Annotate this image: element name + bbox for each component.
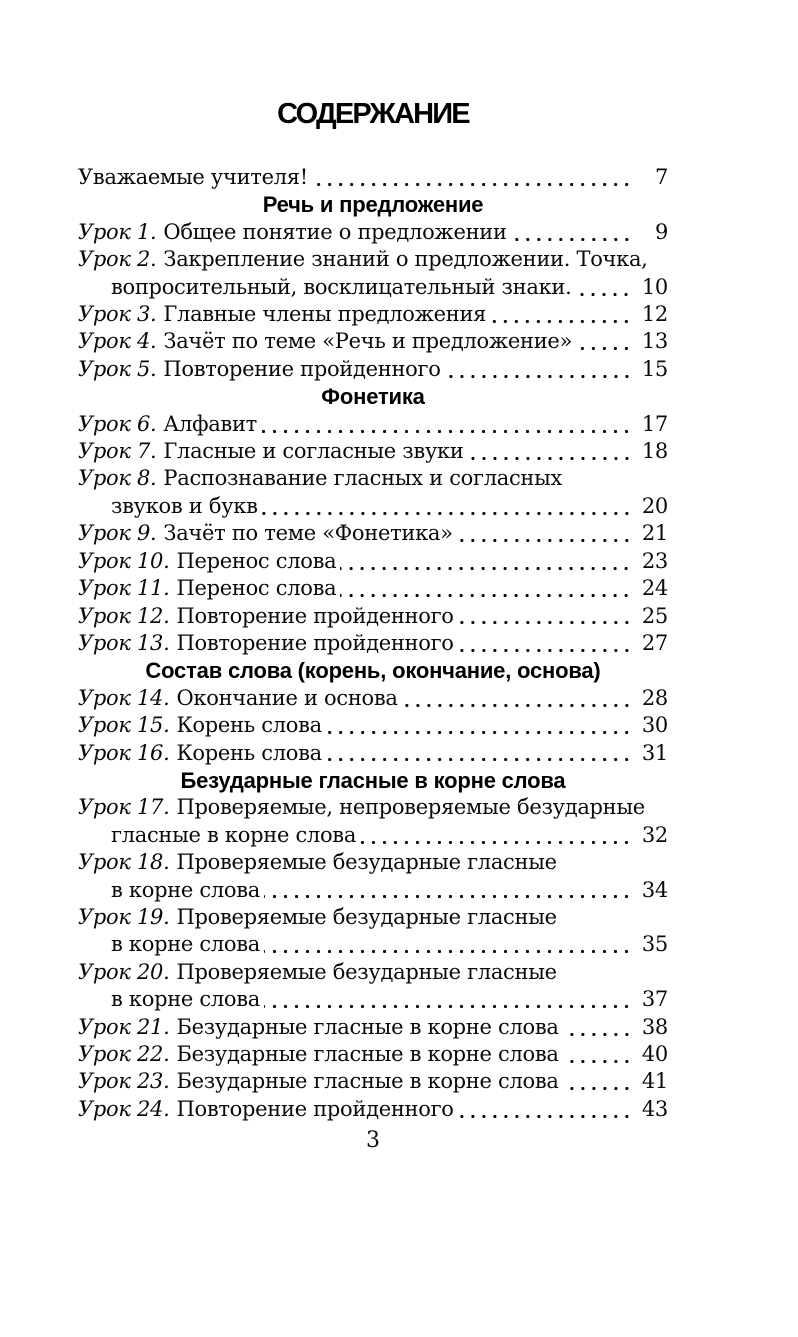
toc-entry	[78, 740, 668, 767]
toc-entry	[78, 328, 668, 355]
dot-leader	[563, 1068, 633, 1095]
dot-leader	[468, 438, 633, 465]
lesson-label: Урок 3.	[78, 302, 157, 327]
toc-entry	[78, 1068, 668, 1095]
page-number: 30	[641, 713, 668, 738]
toc-entry	[78, 301, 668, 328]
lesson-label: Урок 24.	[78, 1096, 170, 1121]
dot-leader	[563, 1014, 633, 1041]
dot-leader	[340, 548, 633, 575]
toc-entry	[78, 1014, 668, 1041]
toc-entry	[78, 575, 668, 602]
page-number: 41	[641, 1069, 668, 1094]
toc-entry	[78, 603, 668, 630]
toc-section-heading: Безударные гласные в корне слова	[180, 767, 566, 793]
toc-entry	[78, 438, 668, 465]
page-number: 32	[641, 822, 668, 847]
entry-title: Корень слова	[176, 740, 322, 765]
lesson-label: Урок 9.	[78, 521, 157, 546]
dot-leader	[326, 740, 633, 767]
toc-entry-continuation	[78, 986, 668, 1013]
page-number: 28	[641, 685, 668, 710]
dot-leader	[262, 493, 633, 520]
lesson-label: Урок 2.	[78, 247, 157, 272]
page-number: 38	[641, 1014, 668, 1039]
page-number-footer: 3	[366, 1128, 380, 1154]
dot-leader	[312, 164, 633, 191]
entry-title: Уважаемые учителя!	[78, 165, 308, 189]
entry-title: Проверяемые безударные гласные	[176, 959, 557, 984]
page-number: 35	[641, 932, 668, 957]
page-number: 23	[641, 548, 668, 573]
dot-leader	[340, 575, 633, 602]
page-number: 12	[641, 302, 668, 327]
entry-title: Проверяемые безударные гласные	[176, 904, 557, 929]
dot-leader	[458, 630, 633, 657]
entry-title: Распознавание гласных и согласных	[163, 466, 563, 491]
toc-section-heading: Речь и предложение	[262, 192, 484, 218]
dot-leader	[575, 274, 633, 301]
entry-title: в корне слова	[111, 987, 260, 1012]
dot-leader	[261, 411, 633, 438]
page-number: 40	[641, 1042, 668, 1066]
page-number: 25	[641, 603, 668, 628]
toc-section-heading: Состав слова (корень, окончание, основа)	[145, 658, 601, 684]
entry-title: в корне слова	[111, 932, 260, 957]
page-number: 7	[654, 165, 668, 189]
book-page	[0, 96, 798, 1337]
lesson-label: Урок 11.	[78, 576, 170, 601]
lesson-label: Урок 20.	[78, 959, 170, 984]
dot-leader	[360, 822, 633, 849]
page-number: 13	[641, 329, 668, 354]
dot-leader	[490, 301, 633, 328]
toc-entry	[78, 712, 668, 739]
lesson-label: Урок 1.	[78, 219, 157, 244]
page-number: 37	[641, 987, 668, 1012]
page-number: 31	[641, 740, 668, 765]
entry-title: Корень слова	[176, 713, 322, 738]
toc-entry	[78, 548, 668, 575]
toc-entry	[78, 465, 668, 492]
toc-entry	[78, 904, 668, 931]
lesson-label: Урок 21.	[78, 1014, 170, 1039]
page-number: 15	[641, 356, 668, 381]
entry-title: Окончание и основа	[176, 685, 398, 710]
dot-leader	[511, 219, 633, 246]
entry-title: Алфавит	[163, 411, 257, 436]
entry-title: звуков и букв	[111, 493, 258, 518]
entry-title: Безударные гласные в корне слова	[176, 1042, 559, 1066]
page-number: 24	[641, 576, 668, 601]
lesson-label: Урок 23.	[78, 1069, 170, 1094]
toc-entry	[78, 849, 668, 876]
entry-title: Зачёт по теме «Фонетика»	[163, 521, 453, 546]
lesson-label: Урок 6.	[78, 411, 157, 436]
page-number: 18	[641, 439, 668, 464]
lesson-label: Урок 7.	[78, 439, 157, 464]
toc-entry	[78, 164, 668, 191]
dot-leader	[264, 877, 633, 904]
entry-title: Главные члены предложения	[163, 302, 487, 327]
page-number: 20	[641, 493, 668, 518]
lesson-label: Урок 22.	[78, 1042, 170, 1066]
toc-entry	[78, 520, 668, 547]
lesson-label: Урок 8.	[78, 466, 157, 491]
entry-title: Гласные и согласные звуки	[163, 439, 464, 464]
entry-title: Повторение пройденного	[176, 1096, 454, 1121]
dot-leader	[576, 328, 633, 355]
dot-leader	[264, 986, 633, 1013]
toc-entry-continuation	[78, 931, 668, 958]
toc-entry-continuation	[78, 822, 668, 849]
page-number: 43	[641, 1096, 668, 1121]
lesson-label: Урок 14.	[78, 685, 170, 710]
toc-entry	[78, 1041, 668, 1068]
page-number: 21	[641, 521, 668, 546]
entry-title: Перенос слова	[176, 576, 337, 601]
dot-leader	[457, 520, 633, 547]
toc-entry-continuation	[78, 493, 668, 520]
dot-leader	[445, 356, 633, 383]
lesson-label: Урок 4.	[78, 329, 157, 354]
lesson-label: Урок 19.	[78, 904, 170, 929]
lesson-label: Урок 5.	[78, 356, 157, 381]
lesson-label: Урок 10.	[78, 548, 170, 573]
entry-title: Повторение пройденного	[176, 630, 454, 655]
entry-title: гласные в корне слова	[111, 822, 357, 847]
toc-entry-continuation	[78, 877, 668, 904]
lesson-label: Урок 13.	[78, 630, 170, 655]
dot-leader	[458, 1096, 633, 1123]
page-title: СОДЕРЖАНИЕ	[277, 98, 469, 130]
lesson-label: Урок 18.	[78, 850, 170, 875]
entry-title: Повторение пройденного	[176, 603, 454, 628]
toc-entry	[78, 1096, 668, 1123]
toc-entry	[78, 246, 668, 273]
page-number: 10	[641, 274, 668, 299]
toc-list	[78, 164, 668, 1123]
lesson-label: Урок 15.	[78, 713, 170, 738]
entry-title: Перенос слова	[176, 548, 337, 573]
entry-title: Общее понятие о предложении	[163, 219, 507, 244]
content-column	[78, 96, 668, 1155]
entry-title: Повторение пройденного	[163, 356, 441, 381]
entry-title: Закрепление знаний о предложении. Точка,	[163, 247, 648, 272]
toc-entry	[78, 685, 668, 712]
toc-section-heading: Фонетика	[321, 384, 425, 410]
page-number: 17	[641, 411, 668, 436]
toc-entry	[78, 959, 668, 986]
entry-title: Проверяемые безударные гласные	[176, 850, 557, 875]
toc-entry-continuation	[78, 274, 668, 301]
page-number: 9	[654, 219, 668, 244]
entry-title: в корне слова	[111, 877, 260, 902]
toc-entry	[78, 794, 668, 821]
entry-title: Безударные гласные в корне слова	[176, 1014, 559, 1039]
entry-title: Проверяемые, непроверяемые безударные	[176, 795, 645, 820]
dot-leader	[458, 603, 633, 630]
lesson-label: Урок 17.	[78, 795, 170, 820]
dot-leader	[402, 685, 633, 712]
dot-leader	[563, 1041, 633, 1068]
toc-entry	[78, 219, 668, 246]
entry-title: Зачёт по теме «Речь и предложение»	[163, 329, 573, 354]
lesson-label: Урок 12.	[78, 603, 170, 628]
page-number: 27	[641, 630, 668, 655]
entry-title: вопросительный, восклицательный знаки.	[111, 274, 572, 299]
dot-leader	[264, 931, 633, 958]
toc-entry	[78, 356, 668, 383]
entry-title: Безударные гласные в корне слова	[176, 1069, 559, 1094]
toc-entry	[78, 411, 668, 438]
lesson-label: Урок 16.	[78, 740, 170, 765]
dot-leader	[326, 712, 633, 739]
toc-entry	[78, 630, 668, 657]
page-number: 34	[641, 877, 668, 902]
